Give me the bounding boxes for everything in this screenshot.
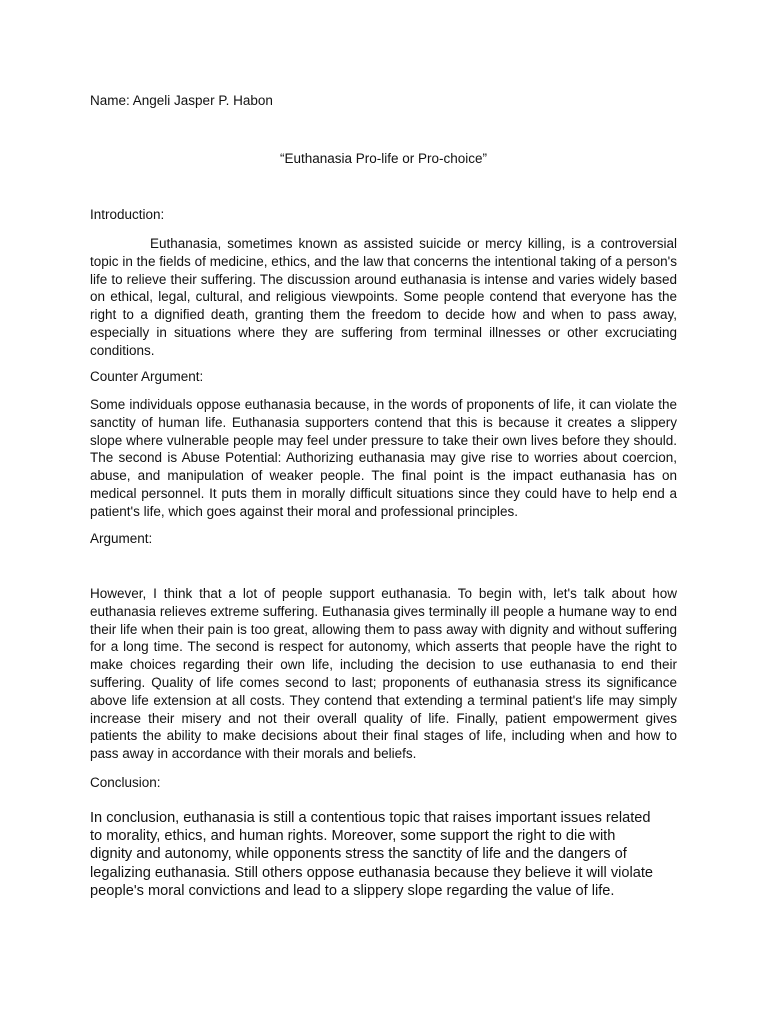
introduction-heading: Introduction: xyxy=(90,207,165,222)
essay-title: “Euthanasia Pro-life or Pro-choice” xyxy=(279,151,488,166)
conclusion-line: dignity and autonomy, while opponents stress the sanctity of life and the dangers of xyxy=(90,846,627,863)
conclusion-line: In conclusion, euthanasia is still a contentious topic that raises important issues related xyxy=(90,810,651,826)
conclusion-line: to morality, ethics, and human rights. Moreover, some support the right to die with xyxy=(90,828,616,845)
conclusion-line: people's moral convictions and lead to a slippery slope regarding the value of life. xyxy=(90,882,615,899)
conclusion-paragraph xyxy=(90,809,677,900)
counter-argument-paragraph: Some individuals oppose euthanasia because, in the words of proponents of life, it can violate the sanctity of human life. Euthanasia supporters contend that this is because it creates a slippery slope where vulnerable people may feel under pressure to take their own lives before they should. The second is Abuse Potential: Authorizing euthanasia may give rise to worries about coercion, abuse, and manipulation of weaker people. The final point is the impact euthanasia has on medical personnel. It puts them in morally difficult situations since they could have to help end a patient's life, which goes against their moral and professional principles. xyxy=(90,397,677,519)
conclusion-heading: Conclusion: xyxy=(90,775,161,790)
introduction-paragraph: Euthanasia, sometimes known as assisted suicide or mercy killing, is a controversial topic in the fields of medicine, ethics, and the law that concerns the intentional taking of a person's life to relieve their suffering. The discussion around euthanasia is intense and varies widely based on ethical, legal, cultural, and religious viewpoints. Some people contend that everyone has the right to a dignified death, granting them the freedom to decide how and when to pass away, especially in situations where they are suffering from terminal illnesses or other excruciating conditions. xyxy=(90,236,677,358)
counter-argument-heading: Counter Argument: xyxy=(90,369,204,384)
conclusion-line: legalizing euthanasia. Still others oppose euthanasia because they believe it will violate xyxy=(90,864,654,881)
author-name-line: Name: Angeli Jasper P. Habon xyxy=(90,93,273,108)
argument-heading: Argument: xyxy=(90,531,153,546)
argument-paragraph: However, I think that a lot of people support euthanasia. To begin with, let's talk about how euthanasia relieves extreme suffering. Euthanasia gives terminally ill people a humane way to end their life when their pain is too great, allowing them to pass away with dignity and without suffering for a long time. The second is respect for autonomy, which asserts that people have the right to make choices regarding their own life, including the decision to use euthanasia to end their suffering. Quality of life comes second to last; proponents of euthanasia stress its significance above life extension at all costs. They contend that extending a terminal patient's life may simply increase their misery and not their overall quality of life. Finally, patient empowerment gives patients the ability to make decisions about their final stages of life, including when and how to pass away in accordance with their morals and beliefs. xyxy=(90,586,677,762)
